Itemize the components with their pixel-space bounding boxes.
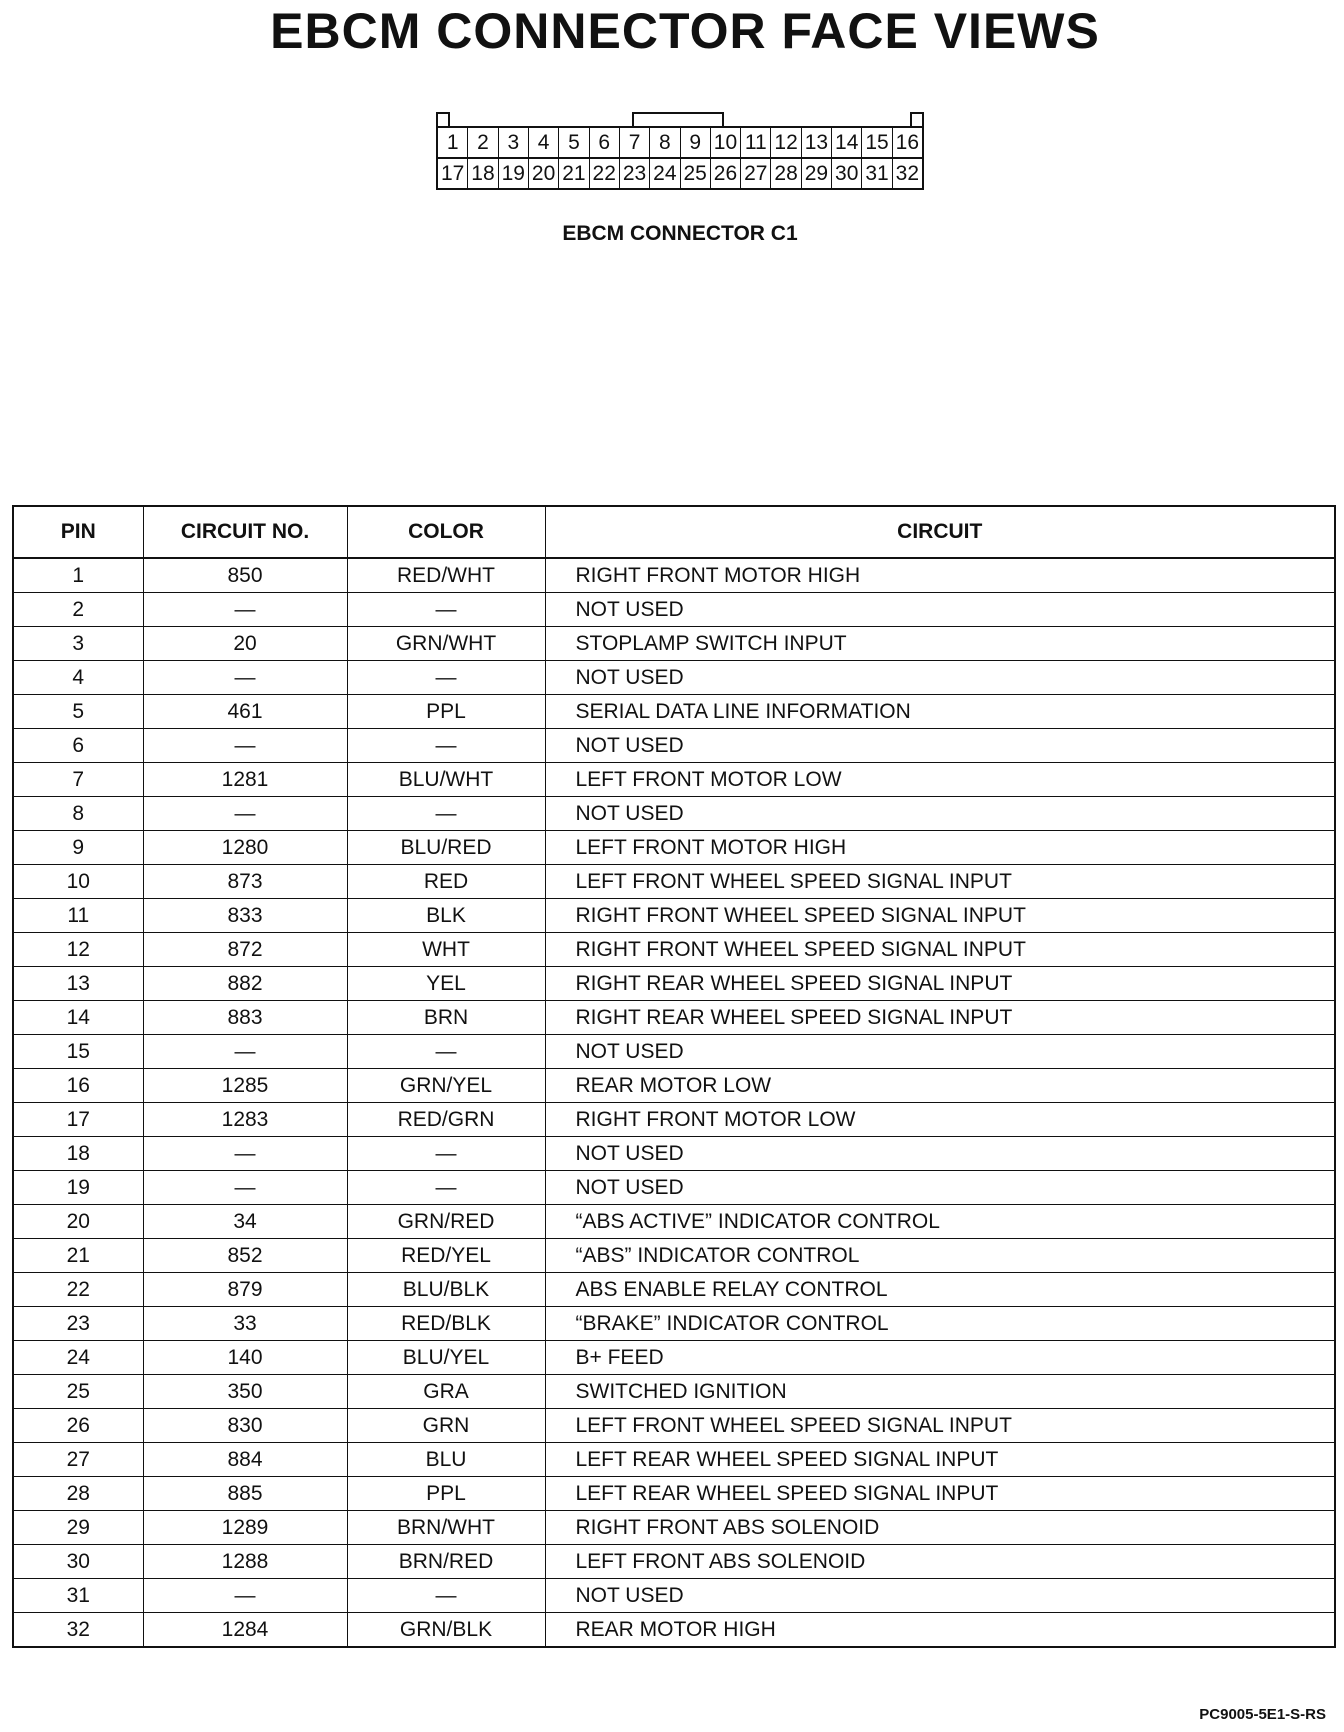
color-cell: BRN	[347, 1001, 545, 1035]
color-cell: RED	[347, 865, 545, 899]
connector-pin: 10	[710, 128, 740, 157]
color-cell: —	[347, 661, 545, 695]
connector-latch-left	[436, 112, 450, 126]
color-cell: —	[347, 1035, 545, 1069]
table-row	[13, 1613, 1335, 1648]
pin-cell: 29	[13, 1511, 143, 1545]
table-row	[13, 899, 1335, 933]
color-cell: —	[347, 1579, 545, 1613]
circuit-cell: LEFT FRONT MOTOR HIGH	[545, 831, 1335, 865]
circuit-cell: SERIAL DATA LINE INFORMATION	[545, 695, 1335, 729]
table-row	[13, 865, 1335, 899]
connector-pin: 1	[446, 131, 459, 154]
table-row	[13, 1409, 1335, 1443]
table-row	[13, 729, 1335, 763]
color-cell: —	[347, 729, 545, 763]
table-row	[13, 831, 1335, 865]
color-cell: BLU/WHT	[347, 763, 545, 797]
pin-cell: 21	[13, 1239, 143, 1273]
circuit-cell: “ABS ACTIVE” INDICATOR CONTROL	[545, 1205, 1335, 1239]
circuit-no-cell: 33	[143, 1307, 347, 1341]
connector-pin: 18	[467, 159, 497, 188]
pin-cell: 5	[13, 695, 143, 729]
circuit-cell: NOT USED	[545, 1137, 1335, 1171]
table-row	[13, 1443, 1335, 1477]
pin-cell: 9	[13, 831, 143, 865]
circuit-no-cell: 884	[143, 1443, 347, 1477]
circuit-no-cell: 1289	[143, 1511, 347, 1545]
pin-cell: 24	[13, 1341, 143, 1375]
color-cell: BRN/WHT	[347, 1511, 545, 1545]
circuit-no-cell: 830	[143, 1409, 347, 1443]
pin-cell: 30	[13, 1545, 143, 1579]
pin-cell: 1	[13, 558, 143, 593]
circuit-cell: RIGHT REAR WHEEL SPEED SIGNAL INPUT	[545, 967, 1335, 1001]
connector-pin: 7	[619, 128, 649, 157]
table-row	[13, 1375, 1335, 1409]
circuit-no-cell: 833	[143, 899, 347, 933]
circuit-cell: REAR MOTOR LOW	[545, 1069, 1335, 1103]
color-cell: GRN/RED	[347, 1205, 545, 1239]
circuit-no-cell: 1285	[143, 1069, 347, 1103]
circuit-cell: NOT USED	[545, 797, 1335, 831]
pin-cell: 10	[13, 865, 143, 899]
color-cell: PPL	[347, 1477, 545, 1511]
pin-cell: 16	[13, 1069, 143, 1103]
table-row	[13, 1137, 1335, 1171]
table-row	[13, 1103, 1335, 1137]
table-row	[13, 797, 1335, 831]
color-cell: GRN/WHT	[347, 627, 545, 661]
pin-cell: 26	[13, 1409, 143, 1443]
circuit-cell: “ABS” INDICATOR CONTROL	[545, 1239, 1335, 1273]
pin-cell: 7	[13, 763, 143, 797]
connector-pin: 16	[892, 128, 922, 157]
circuit-no-cell: 885	[143, 1477, 347, 1511]
color-cell: BLU/BLK	[347, 1273, 545, 1307]
color-cell: GRN	[347, 1409, 545, 1443]
pin-cell: 11	[13, 899, 143, 933]
circuit-cell: RIGHT FRONT ABS SOLENOID	[545, 1511, 1335, 1545]
connector-pin: 14	[831, 128, 861, 157]
table-row	[13, 1545, 1335, 1579]
color-cell: —	[347, 1171, 545, 1205]
table-row	[13, 1341, 1335, 1375]
circuit-cell: LEFT FRONT WHEEL SPEED SIGNAL INPUT	[545, 865, 1335, 899]
connector-pin: 32	[892, 159, 922, 188]
circuit-cell: LEFT REAR WHEEL SPEED SIGNAL INPUT	[545, 1443, 1335, 1477]
circuit-cell: RIGHT FRONT MOTOR HIGH	[545, 558, 1335, 593]
pin-cell: 3	[13, 627, 143, 661]
circuit-cell: SWITCHED IGNITION	[545, 1375, 1335, 1409]
circuit-no-cell: —	[143, 593, 347, 627]
circuit-cell: NOT USED	[545, 729, 1335, 763]
pin-cell: 27	[13, 1443, 143, 1477]
pin-cell: 8	[13, 797, 143, 831]
circuit-cell: RIGHT FRONT WHEEL SPEED SIGNAL INPUT	[545, 933, 1335, 967]
circuit-no-cell: —	[143, 1579, 347, 1613]
circuit-cell: STOPLAMP SWITCH INPUT	[545, 627, 1335, 661]
circuit-cell: RIGHT FRONT WHEEL SPEED SIGNAL INPUT	[545, 899, 1335, 933]
connector-pin: 24	[649, 159, 679, 188]
connector-key	[632, 112, 724, 126]
circuit-no-cell: 350	[143, 1375, 347, 1409]
figure-code: PC9005-5E1-S-RS	[1199, 1706, 1326, 1723]
pin-cell: 12	[13, 933, 143, 967]
table-row	[13, 627, 1335, 661]
header-color: COLOR	[347, 506, 545, 558]
pin-cell: 25	[13, 1375, 143, 1409]
table-row	[13, 763, 1335, 797]
table-row	[13, 967, 1335, 1001]
circuit-no-cell: 20	[143, 627, 347, 661]
pin-cell: 28	[13, 1477, 143, 1511]
table-row	[13, 933, 1335, 967]
connector-pin: 13	[801, 128, 831, 157]
pin-cell: 31	[13, 1579, 143, 1613]
color-cell: —	[347, 797, 545, 831]
circuit-cell: LEFT FRONT ABS SOLENOID	[545, 1545, 1335, 1579]
pin-cell: 14	[13, 1001, 143, 1035]
table-header-row	[13, 506, 1335, 558]
connector-pin: 20	[528, 159, 558, 188]
pin-cell: 2	[13, 593, 143, 627]
connector-pin: 31	[861, 159, 891, 188]
circuit-no-cell: 1281	[143, 763, 347, 797]
circuit-no-cell: —	[143, 661, 347, 695]
circuit-cell: NOT USED	[545, 1035, 1335, 1069]
color-cell: BRN/RED	[347, 1545, 545, 1579]
color-cell: —	[347, 593, 545, 627]
connector-pin: 2	[467, 128, 497, 157]
circuit-cell: NOT USED	[545, 593, 1335, 627]
circuit-no-cell: 850	[143, 558, 347, 593]
connector-pin: 27	[740, 159, 770, 188]
connector-pin: 3	[498, 128, 528, 157]
circuit-cell: LEFT REAR WHEEL SPEED SIGNAL INPUT	[545, 1477, 1335, 1511]
circuit-no-cell: 883	[143, 1001, 347, 1035]
table-row	[13, 1511, 1335, 1545]
pin-cell: 13	[13, 967, 143, 1001]
connector-pin: 28	[770, 159, 800, 188]
table-row	[13, 1001, 1335, 1035]
table-body	[13, 558, 1335, 1647]
table-row	[13, 1035, 1335, 1069]
circuit-cell: ABS ENABLE RELAY CONTROL	[545, 1273, 1335, 1307]
circuit-cell: LEFT FRONT MOTOR LOW	[545, 763, 1335, 797]
circuit-no-cell: 882	[143, 967, 347, 1001]
color-cell: RED/WHT	[347, 558, 545, 593]
table-row	[13, 593, 1335, 627]
connector-pin: 19	[498, 159, 528, 188]
circuit-cell: NOT USED	[545, 1579, 1335, 1613]
circuit-no-cell: —	[143, 1035, 347, 1069]
table-row	[13, 1579, 1335, 1613]
circuit-no-cell: 1283	[143, 1103, 347, 1137]
color-cell: —	[347, 1137, 545, 1171]
connector-top-row	[438, 128, 922, 157]
circuit-cell: “BRAKE” INDICATOR CONTROL	[545, 1307, 1335, 1341]
pin-cell: 18	[13, 1137, 143, 1171]
circuit-cell: NOT USED	[545, 1171, 1335, 1205]
pin-cell: 4	[13, 661, 143, 695]
pinout-table	[12, 505, 1336, 1648]
table-row	[13, 1307, 1335, 1341]
circuit-no-cell: 461	[143, 695, 347, 729]
circuit-no-cell: —	[143, 729, 347, 763]
color-cell: BLU/YEL	[347, 1341, 545, 1375]
pin-cell: 32	[13, 1613, 143, 1648]
table-row	[13, 1171, 1335, 1205]
circuit-cell: RIGHT FRONT MOTOR LOW	[545, 1103, 1335, 1137]
connector-pin: 15	[861, 128, 891, 157]
color-cell: GRA	[347, 1375, 545, 1409]
pin-cell: 6	[13, 729, 143, 763]
circuit-cell: B+ FEED	[545, 1341, 1335, 1375]
circuit-cell: REAR MOTOR HIGH	[545, 1613, 1335, 1648]
pin-cell: 20	[13, 1205, 143, 1239]
connector-pin: 21	[558, 159, 588, 188]
table-row	[13, 661, 1335, 695]
connector-latch-right	[910, 112, 924, 126]
circuit-no-cell: 140	[143, 1341, 347, 1375]
pin-cell: 22	[13, 1273, 143, 1307]
table-row	[13, 1273, 1335, 1307]
connector-face-diagram	[436, 126, 924, 190]
pin-cell: 23	[13, 1307, 143, 1341]
connector-pin: 9	[680, 128, 710, 157]
connector-pin: 11	[740, 128, 770, 157]
circuit-no-cell: 872	[143, 933, 347, 967]
table-row	[13, 1069, 1335, 1103]
connector-pin: 4	[528, 128, 558, 157]
circuit-no-cell: —	[143, 1137, 347, 1171]
color-cell: PPL	[347, 695, 545, 729]
connector-label: EBCM CONNECTOR C1	[562, 222, 798, 245]
header-pin: PIN	[13, 506, 143, 558]
connector-pin: 25	[680, 159, 710, 188]
circuit-no-cell: 1288	[143, 1545, 347, 1579]
color-cell: BLU	[347, 1443, 545, 1477]
circuit-cell: NOT USED	[545, 661, 1335, 695]
connector-pin: 12	[770, 128, 800, 157]
connector-pin: 22	[589, 159, 619, 188]
connector-pin: 5	[558, 128, 588, 157]
circuit-no-cell: 1280	[143, 831, 347, 865]
circuit-no-cell: 852	[143, 1239, 347, 1273]
connector-pin: 6	[589, 128, 619, 157]
header-circuit-no: CIRCUIT NO.	[143, 506, 347, 558]
circuit-no-cell: —	[143, 1171, 347, 1205]
page-title: EBCM CONNECTOR FACE VIEWS	[270, 3, 1100, 59]
color-cell: RED/BLK	[347, 1307, 545, 1341]
table-row	[13, 1205, 1335, 1239]
color-cell: RED/YEL	[347, 1239, 545, 1273]
color-cell: GRN/BLK	[347, 1613, 545, 1648]
circuit-no-cell: 1284	[143, 1613, 347, 1648]
circuit-no-cell: 873	[143, 865, 347, 899]
pin-cell: 15	[13, 1035, 143, 1069]
table-row	[13, 1239, 1335, 1273]
connector-pin: 29	[801, 159, 831, 188]
pin-cell: 19	[13, 1171, 143, 1205]
color-cell: WHT	[347, 933, 545, 967]
color-cell: RED/GRN	[347, 1103, 545, 1137]
color-cell: YEL	[347, 967, 545, 1001]
color-cell: BLK	[347, 899, 545, 933]
circuit-no-cell: 879	[143, 1273, 347, 1307]
connector-bottom-row	[438, 157, 922, 188]
header-circuit: CIRCUIT	[545, 506, 1335, 558]
color-cell: BLU/RED	[347, 831, 545, 865]
connector-pin: 26	[710, 159, 740, 188]
circuit-cell: LEFT FRONT WHEEL SPEED SIGNAL INPUT	[545, 1409, 1335, 1443]
circuit-no-cell: —	[143, 797, 347, 831]
table-row	[13, 1477, 1335, 1511]
table-row	[13, 695, 1335, 729]
circuit-cell: RIGHT REAR WHEEL SPEED SIGNAL INPUT	[545, 1001, 1335, 1035]
connector-pin: 23	[619, 159, 649, 188]
connector-pin: 8	[649, 128, 679, 157]
table-row	[13, 558, 1335, 593]
pin-cell: 17	[13, 1103, 143, 1137]
circuit-no-cell: 34	[143, 1205, 347, 1239]
connector-pin: 17	[440, 162, 465, 185]
connector-pin: 30	[831, 159, 861, 188]
connector-pin-grid	[436, 126, 924, 190]
color-cell: GRN/YEL	[347, 1069, 545, 1103]
